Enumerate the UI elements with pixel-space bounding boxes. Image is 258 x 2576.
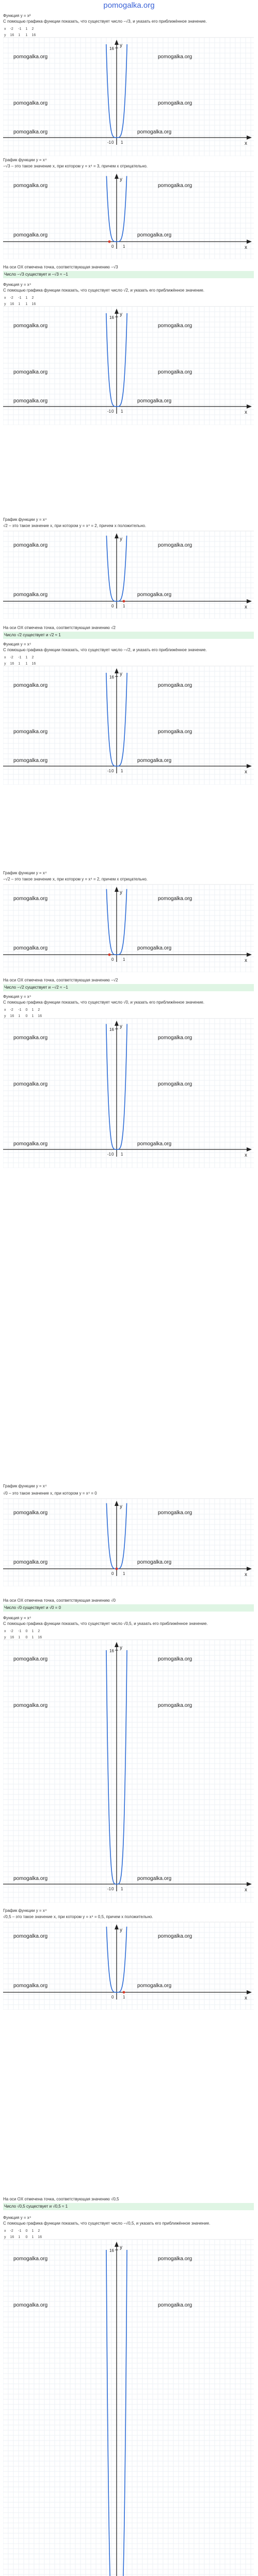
- table-cell: 1: [31, 2229, 34, 2233]
- table-cell: y: [4, 1636, 6, 1639]
- watermark: pomogalka.org: [158, 729, 192, 735]
- tick-label: 16: [109, 2248, 114, 2253]
- watermark: pomogalka.org: [13, 398, 48, 404]
- origin-label: 0: [111, 1995, 114, 1999]
- table-cell: 16: [10, 2235, 14, 2239]
- function-graph: [3, 37, 254, 156]
- tick-label: 16: [109, 1649, 114, 1653]
- table-cell: 1: [25, 27, 28, 31]
- function-label: Функция y = x²: [3, 13, 31, 18]
- table-cell: -1: [18, 296, 22, 300]
- y-axis-arrow: [115, 2242, 119, 2247]
- watermark: pomogalka.org: [158, 683, 192, 688]
- table-cell: 16: [31, 302, 36, 306]
- point-marker: [116, 1568, 118, 1570]
- graph-svg: [3, 1499, 254, 1586]
- task-text: С помощью графика функции показать, что существует число √0,5, и указать его приближённое значение.: [3, 1621, 208, 1626]
- function-label: Функция y = x⁴: [3, 642, 31, 647]
- graph-svg: [3, 1922, 254, 2010]
- graph-svg: [3, 666, 254, 785]
- table-cell: -2: [10, 1630, 13, 1633]
- table-cell: 1: [31, 1636, 34, 1639]
- watermark: pomogalka.org: [158, 2256, 192, 2262]
- watermark: pomogalka.org: [137, 1876, 172, 1882]
- zoom-graph: [3, 1922, 254, 2010]
- watermark: pomogalka.org: [137, 129, 172, 135]
- watermark: pomogalka.org: [158, 1934, 192, 1939]
- y-axis-arrow: [115, 174, 119, 179]
- function-label: Функция y = x⁴: [3, 2215, 31, 2220]
- table-cell: 16: [10, 302, 14, 306]
- x-axis-label: x: [245, 1153, 247, 1158]
- table-cell: 2: [31, 656, 34, 659]
- point-marker: [108, 241, 111, 243]
- watermark: pomogalka.org: [13, 1934, 48, 1939]
- watermark: pomogalka.org: [13, 129, 48, 135]
- graph-svg: [3, 885, 254, 972]
- y-axis-label: y: [120, 1927, 122, 1933]
- watermark: pomogalka.org: [13, 1141, 48, 1147]
- y-axis-label: y: [120, 177, 122, 182]
- origin-label: 0: [111, 244, 114, 249]
- table-cell: 1: [31, 1630, 34, 1633]
- watermark: pomogalka.org: [137, 1983, 172, 1989]
- table-cell: 16: [10, 1014, 14, 1018]
- table-cell: 1: [18, 2235, 21, 2239]
- watermark: pomogalka.org: [13, 896, 48, 902]
- watermark: pomogalka.org: [137, 945, 172, 951]
- graph-caption: График функции y = x⁴: [3, 158, 47, 162]
- watermark: pomogalka.org: [158, 1035, 192, 1041]
- task-text: С помощью графика функции показать, что существует число √0, и указать его приближённое значение.: [3, 1000, 205, 1005]
- table-cell: 2: [38, 1630, 40, 1633]
- watermark: pomogalka.org: [13, 1876, 48, 1882]
- y-axis-arrow: [115, 533, 119, 538]
- watermark: pomogalka.org: [158, 1510, 192, 1516]
- watermark: pomogalka.org: [158, 543, 192, 548]
- watermark: pomogalka.org: [13, 100, 48, 106]
- table-cell: x: [4, 656, 6, 659]
- watermark: pomogalka.org: [13, 592, 48, 598]
- x-axis-label: x: [245, 958, 247, 963]
- table-cell: 2: [31, 27, 34, 31]
- watermark: pomogalka.org: [158, 1656, 192, 1662]
- watermark: pomogalka.org: [137, 232, 172, 238]
- table-cell: 2: [38, 1008, 40, 1012]
- watermark: pomogalka.org: [137, 758, 172, 764]
- watermark: pomogalka.org: [158, 1703, 192, 1708]
- explanation-text: √0,5 – это такое значение x, при котором y = x⁴ = 0,5, причем x положительно.: [3, 1914, 153, 1919]
- table-row-x: [4, 1008, 45, 1013]
- table-cell: 1: [31, 1014, 34, 1018]
- watermark: pomogalka.org: [13, 54, 48, 60]
- watermark: pomogalka.org: [13, 758, 48, 764]
- y-axis-label: y: [120, 671, 122, 677]
- table-cell: 1: [31, 2235, 34, 2239]
- task-text: С помощью графика функции показать, что существует число √2, и указать его приближённое значение.: [3, 288, 205, 293]
- point-note: На оси OX отмечена точка, соответствующая значению √0: [3, 1598, 116, 1603]
- table-cell: 1: [25, 656, 28, 659]
- y-axis-label: y: [120, 1504, 122, 1510]
- table-cell: -1: [18, 656, 22, 659]
- tick-label: 1: [123, 1995, 125, 1999]
- function-graph: [3, 2239, 254, 2576]
- point-note: На оси OX отмечена точка, соответствующая значению √2: [3, 625, 116, 630]
- y-axis-arrow: [115, 1501, 119, 1506]
- tick-label: -1: [107, 140, 111, 145]
- table-cell: 1: [25, 302, 28, 306]
- watermark: pomogalka.org: [13, 1510, 48, 1516]
- table-cell: 2: [31, 296, 34, 300]
- watermark: pomogalka.org: [137, 592, 172, 598]
- tick-label: 1: [121, 1887, 123, 1891]
- graph-caption: График функции y = x⁴: [3, 871, 47, 875]
- tick-label: 1: [121, 140, 123, 145]
- x-axis-label: x: [245, 245, 247, 250]
- table-cell: y: [4, 33, 6, 37]
- y-axis-label: y: [120, 43, 122, 48]
- table-cell: 1: [31, 1008, 34, 1012]
- watermark: pomogalka.org: [13, 543, 48, 548]
- table-cell: -2: [10, 2229, 13, 2233]
- y-axis-arrow: [115, 668, 119, 673]
- table-cell: 0: [25, 1630, 28, 1633]
- x-axis-label: x: [245, 604, 247, 610]
- y-axis-label: y: [120, 1024, 122, 1029]
- function-graph: [3, 1018, 254, 1168]
- watermark: pomogalka.org: [13, 1560, 48, 1565]
- explanation-text: −√3 – это такое значение x, при котором y = x⁴ = 3, причем x отрицательно.: [3, 164, 148, 168]
- graph-caption: График функции y = x⁴: [3, 1908, 47, 1913]
- table-row-x: [4, 296, 39, 301]
- zoom-graph: [3, 531, 254, 619]
- y-axis-arrow: [115, 40, 119, 45]
- table-cell: y: [4, 302, 6, 306]
- graph-svg: [3, 531, 254, 619]
- function-graph: [3, 666, 254, 785]
- y-axis-label: y: [120, 1645, 122, 1651]
- watermark: pomogalka.org: [13, 2302, 48, 2308]
- table-cell: -2: [10, 1008, 13, 1012]
- conclusion: Число √0,5 существует и √0,5 ≈ 1: [3, 2203, 254, 2210]
- function-label: Функция y = x⁴: [3, 282, 31, 287]
- y-axis-arrow: [115, 887, 119, 892]
- table-cell: 2: [38, 2229, 40, 2233]
- table-cell: 1: [25, 296, 28, 300]
- table-cell: x: [4, 1630, 6, 1633]
- table-cell: -1: [18, 1630, 22, 1633]
- function-graph: [3, 1639, 254, 1903]
- zoom-graph: [3, 1498, 254, 1586]
- table-row-x: [4, 2229, 45, 2234]
- watermark: pomogalka.org: [158, 54, 192, 60]
- table-cell: 16: [31, 33, 36, 37]
- watermark: pomogalka.org: [13, 683, 48, 688]
- watermark: pomogalka.org: [13, 1035, 48, 1041]
- table-cell: 1: [18, 33, 21, 37]
- origin-label: 0: [111, 1571, 114, 1576]
- watermark: pomogalka.org: [13, 1656, 48, 1662]
- x-axis-label: x: [245, 1572, 247, 1578]
- table-cell: y: [4, 2235, 6, 2239]
- origin-label: 0: [111, 1887, 114, 1891]
- watermark: pomogalka.org: [137, 398, 172, 404]
- graph-svg: [3, 1019, 254, 1168]
- graph-svg: [3, 307, 254, 425]
- y-axis-label: y: [120, 2245, 122, 2250]
- tick-label: -1: [107, 769, 111, 773]
- table-cell: 0: [25, 2235, 28, 2239]
- table-cell: 1: [25, 662, 28, 666]
- origin-label: 0: [111, 1152, 114, 1157]
- y-axis-arrow: [115, 1021, 119, 1026]
- explanation-text: √2 – это такое значение x, при котором y = x⁴ = 2, причем x положительно.: [3, 523, 147, 528]
- table-cell: 1: [18, 662, 21, 666]
- function-graph: [3, 306, 254, 425]
- table-cell: 0: [25, 1008, 28, 1012]
- tick-label: -1: [107, 409, 111, 414]
- tick-label: 1: [121, 409, 123, 414]
- tick-label: 16: [109, 315, 114, 320]
- y-axis-arrow: [115, 1924, 119, 1929]
- tick-label: 16: [109, 675, 114, 680]
- origin-label: 0: [111, 769, 114, 773]
- table-cell: 16: [38, 1014, 42, 1018]
- explanation-text: −√2 – это такое значение x, при котором y = x⁴ = 2, причем x отрицательно.: [3, 877, 148, 882]
- y-axis-label: y: [120, 536, 122, 542]
- tick-label: 16: [109, 46, 114, 51]
- x-axis-label: x: [245, 410, 247, 415]
- y-axis-arrow: [115, 1642, 119, 1647]
- table-cell: 1: [18, 1014, 21, 1018]
- point-marker: [123, 600, 125, 603]
- watermark: pomogalka.org: [13, 1983, 48, 1989]
- graph-caption: График функции y = x⁴: [3, 517, 47, 522]
- watermark: pomogalka.org: [158, 100, 192, 106]
- graph-caption: График функции y = x⁴: [3, 1484, 47, 1488]
- zoom-graph: [3, 171, 254, 259]
- table-cell: 16: [10, 1636, 14, 1639]
- point-note: На оси OX отмечена точка, соответствующая значению √0,5: [3, 2197, 119, 2201]
- table-cell: x: [4, 296, 6, 300]
- watermark: pomogalka.org: [13, 183, 48, 189]
- task-text: С помощью графика функции показать, что существует число −√3, и указать его приближённое значение.: [3, 19, 207, 24]
- task-text: С помощью графика функции показать, что существует число −√0,5, и указать его приближённое значение.: [3, 2221, 211, 2226]
- watermark: pomogalka.org: [158, 183, 192, 189]
- conclusion: Число √2 существует и √2 ≈ 1: [3, 632, 254, 639]
- x-axis-label: x: [245, 769, 247, 775]
- table-cell: 16: [10, 33, 14, 37]
- table-cell: 0: [25, 1636, 28, 1639]
- table-cell: -1: [18, 1008, 22, 1012]
- table-cell: 0: [25, 1014, 28, 1018]
- origin-label: 0: [111, 604, 114, 608]
- conclusion: Число −√2 существует и −√2 ≈ −1: [3, 984, 254, 991]
- x-axis-label: x: [245, 141, 247, 146]
- tick-label: 16: [109, 1027, 114, 1032]
- tick-label: 1: [123, 957, 125, 962]
- table-cell: x: [4, 2229, 6, 2233]
- point-note: На оси OX отмечена точка, соответствующая значению −√3: [3, 265, 118, 269]
- point-note: На оси OX отмечена точка, соответствующая значению −√2: [3, 978, 118, 982]
- table-cell: 1: [18, 1636, 21, 1639]
- table-cell: -2: [10, 656, 13, 659]
- table-cell: 0: [25, 2229, 28, 2233]
- point-marker: [108, 954, 111, 956]
- tick-label: 1: [123, 1571, 125, 1576]
- table-row-x: [4, 655, 39, 660]
- tick-label: 1: [121, 769, 123, 773]
- watermark: pomogalka.org: [13, 945, 48, 951]
- table-cell: y: [4, 662, 6, 666]
- origin-label: 0: [111, 140, 114, 145]
- table-cell: 1: [25, 33, 28, 37]
- watermark: pomogalka.org: [137, 1141, 172, 1147]
- table-cell: -1: [18, 2229, 22, 2233]
- watermark: pomogalka.org: [13, 1081, 48, 1087]
- watermark: pomogalka.org: [158, 2302, 192, 2308]
- table-cell: 16: [31, 662, 36, 666]
- watermark: pomogalka.org: [13, 1703, 48, 1708]
- watermark: pomogalka.org: [13, 232, 48, 238]
- x-axis-label: x: [245, 1995, 247, 2001]
- graph-svg: [3, 38, 254, 156]
- table-cell: 16: [38, 2235, 42, 2239]
- table-cell: 16: [38, 1636, 42, 1639]
- table-cell: x: [4, 1008, 6, 1012]
- y-axis-arrow: [115, 309, 119, 314]
- watermark: pomogalka.org: [158, 369, 192, 375]
- conclusion: Число √0 существует и √0 = 0: [3, 1604, 254, 1612]
- table-cell: y: [4, 1014, 6, 1018]
- watermark: pomogalka.org: [158, 1081, 192, 1087]
- table-row-x: [4, 1629, 45, 1634]
- graph-svg: [3, 2240, 254, 2576]
- table-row-x: [4, 27, 39, 32]
- watermark: pomogalka.org: [13, 323, 48, 329]
- task-text: С помощью графика функции показать, что существует число −√2, и указать его приближённое значение.: [3, 648, 207, 652]
- tick-label: -1: [107, 1152, 111, 1157]
- tick-label: 1: [123, 244, 125, 249]
- explanation-text: √0 – это такое значение x, при котором y = x⁴ = 0: [3, 1491, 97, 1496]
- watermark: pomogalka.org: [13, 369, 48, 375]
- watermark: pomogalka.org: [158, 896, 192, 902]
- tick-label: 1: [123, 604, 125, 608]
- watermark: pomogalka.org: [158, 323, 192, 329]
- origin-label: 0: [111, 409, 114, 414]
- y-axis-label: y: [120, 890, 122, 895]
- table-cell: x: [4, 27, 6, 31]
- tick-label: -1: [107, 1887, 111, 1891]
- graph-svg: [3, 1640, 254, 1903]
- function-label: Функция y = x⁴: [3, 994, 31, 999]
- point-marker: [123, 1991, 125, 1994]
- tick-label: 1: [121, 1152, 123, 1157]
- origin-label: 0: [111, 957, 114, 962]
- y-axis-label: y: [120, 312, 122, 317]
- site-title[interactable]: pomogalka.org: [103, 1, 155, 10]
- zoom-graph: [3, 884, 254, 972]
- watermark: pomogalka.org: [13, 2256, 48, 2262]
- watermark: pomogalka.org: [137, 1560, 172, 1565]
- watermark: pomogalka.org: [13, 729, 48, 735]
- table-cell: -2: [10, 27, 13, 31]
- x-axis-label: x: [245, 1887, 247, 1893]
- table-cell: 16: [10, 662, 14, 666]
- table-cell: -1: [18, 27, 22, 31]
- graph-svg: [3, 172, 254, 259]
- function-label: Функция y = x⁴: [3, 1616, 31, 1620]
- table-cell: -2: [10, 296, 13, 300]
- table-cell: 1: [18, 302, 21, 306]
- conclusion: Число −√3 существует и −√3 ≈ −1: [3, 271, 254, 278]
